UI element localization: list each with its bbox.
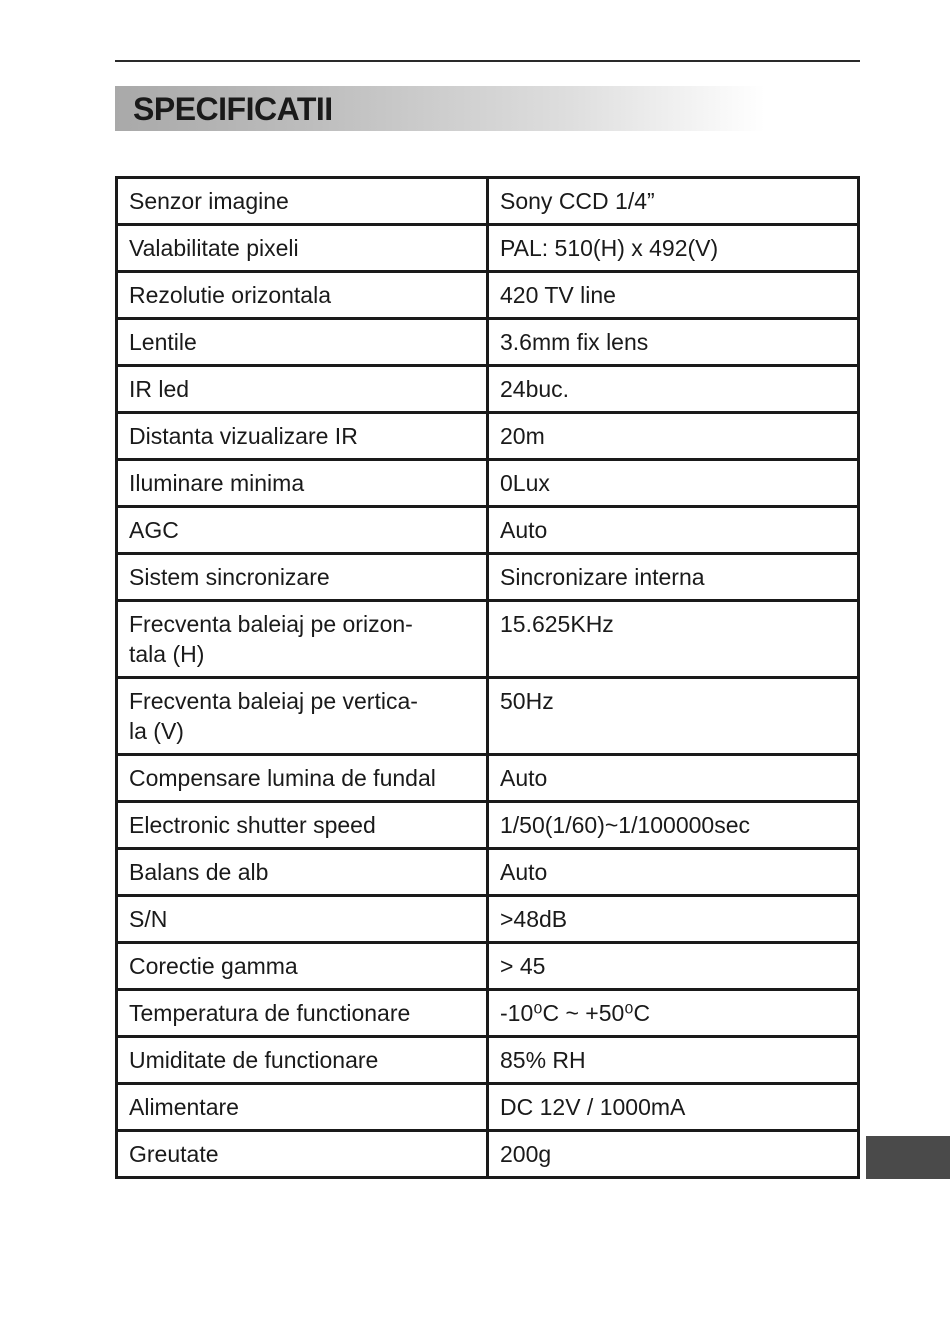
spec-param: Electronic shutter speed	[117, 802, 488, 849]
spec-param: Valabilitate pixeli	[117, 225, 488, 272]
table-row	[117, 554, 859, 601]
spec-param: IR led	[117, 366, 488, 413]
spec-param-line: Frecventa baleiaj pe vertica-	[129, 688, 418, 714]
spec-value: DC 12V / 1000mA	[488, 1084, 859, 1131]
spec-value: 3.6mm fix lens	[488, 319, 859, 366]
spec-value: Sony CCD 1/4”	[488, 178, 859, 225]
spec-table	[115, 176, 860, 1179]
table-row	[117, 366, 859, 413]
table-row	[117, 1037, 859, 1084]
spec-param: Corectie gamma	[117, 943, 488, 990]
table-row	[117, 225, 859, 272]
table-row	[117, 413, 859, 460]
table-row	[117, 319, 859, 366]
spec-param-line: tala (H)	[129, 641, 205, 667]
spec-param: Senzor imagine	[117, 178, 488, 225]
table-row	[117, 1084, 859, 1131]
spec-param: Rezolutie orizontala	[117, 272, 488, 319]
page-tab-marker	[866, 1136, 950, 1179]
spec-param: AGC	[117, 507, 488, 554]
spec-value: 15.625KHz	[488, 601, 859, 678]
spec-value: Auto	[488, 507, 859, 554]
spec-param: Umiditate de functionare	[117, 1037, 488, 1084]
spec-param-line: la (V)	[129, 718, 184, 744]
spec-param: Compensare lumina de fundal	[117, 755, 488, 802]
table-row	[117, 802, 859, 849]
table-row	[117, 943, 859, 990]
table-row	[117, 990, 859, 1037]
spec-value: PAL: 510(H) x 492(V)	[488, 225, 859, 272]
spec-value: > 45	[488, 943, 859, 990]
table-row	[117, 678, 859, 755]
table-row	[117, 507, 859, 554]
spec-value: 24buc.	[488, 366, 859, 413]
spec-value: Auto	[488, 755, 859, 802]
spec-value: 20m	[488, 413, 859, 460]
section-header	[115, 86, 765, 131]
spec-param: Balans de alb	[117, 849, 488, 896]
spec-param	[117, 601, 488, 678]
spec-param: Temperatura de functionare	[117, 990, 488, 1037]
spec-value: 420 TV line	[488, 272, 859, 319]
page-title: SPECIFICATII	[133, 91, 333, 127]
table-row	[117, 601, 859, 678]
spec-value: Sincronizare interna	[488, 554, 859, 601]
spec-value: >48dB	[488, 896, 859, 943]
table-row	[117, 755, 859, 802]
spec-value: 1/50(1/60)~1/100000sec	[488, 802, 859, 849]
spec-param	[117, 678, 488, 755]
table-row	[117, 178, 859, 225]
spec-value: 0Lux	[488, 460, 859, 507]
spec-param: Greutate	[117, 1131, 488, 1178]
spec-value: 50Hz	[488, 678, 859, 755]
top-rule	[115, 60, 860, 62]
spec-param: Sistem sincronizare	[117, 554, 488, 601]
spec-value: 85% RH	[488, 1037, 859, 1084]
spec-param: Alimentare	[117, 1084, 488, 1131]
spec-param: S/N	[117, 896, 488, 943]
spec-param: Lentile	[117, 319, 488, 366]
table-row	[117, 849, 859, 896]
spec-param: Iluminare minima	[117, 460, 488, 507]
spec-value: -10⁰C ~ +50⁰C	[488, 990, 859, 1037]
table-row	[117, 896, 859, 943]
spec-value: 200g	[488, 1131, 859, 1178]
table-row	[117, 272, 859, 319]
table-row	[117, 460, 859, 507]
spec-param-line: Frecventa baleiaj pe orizon-	[129, 611, 413, 637]
spec-value: Auto	[488, 849, 859, 896]
table-row	[117, 1131, 859, 1178]
spec-param: Distanta vizualizare IR	[117, 413, 488, 460]
